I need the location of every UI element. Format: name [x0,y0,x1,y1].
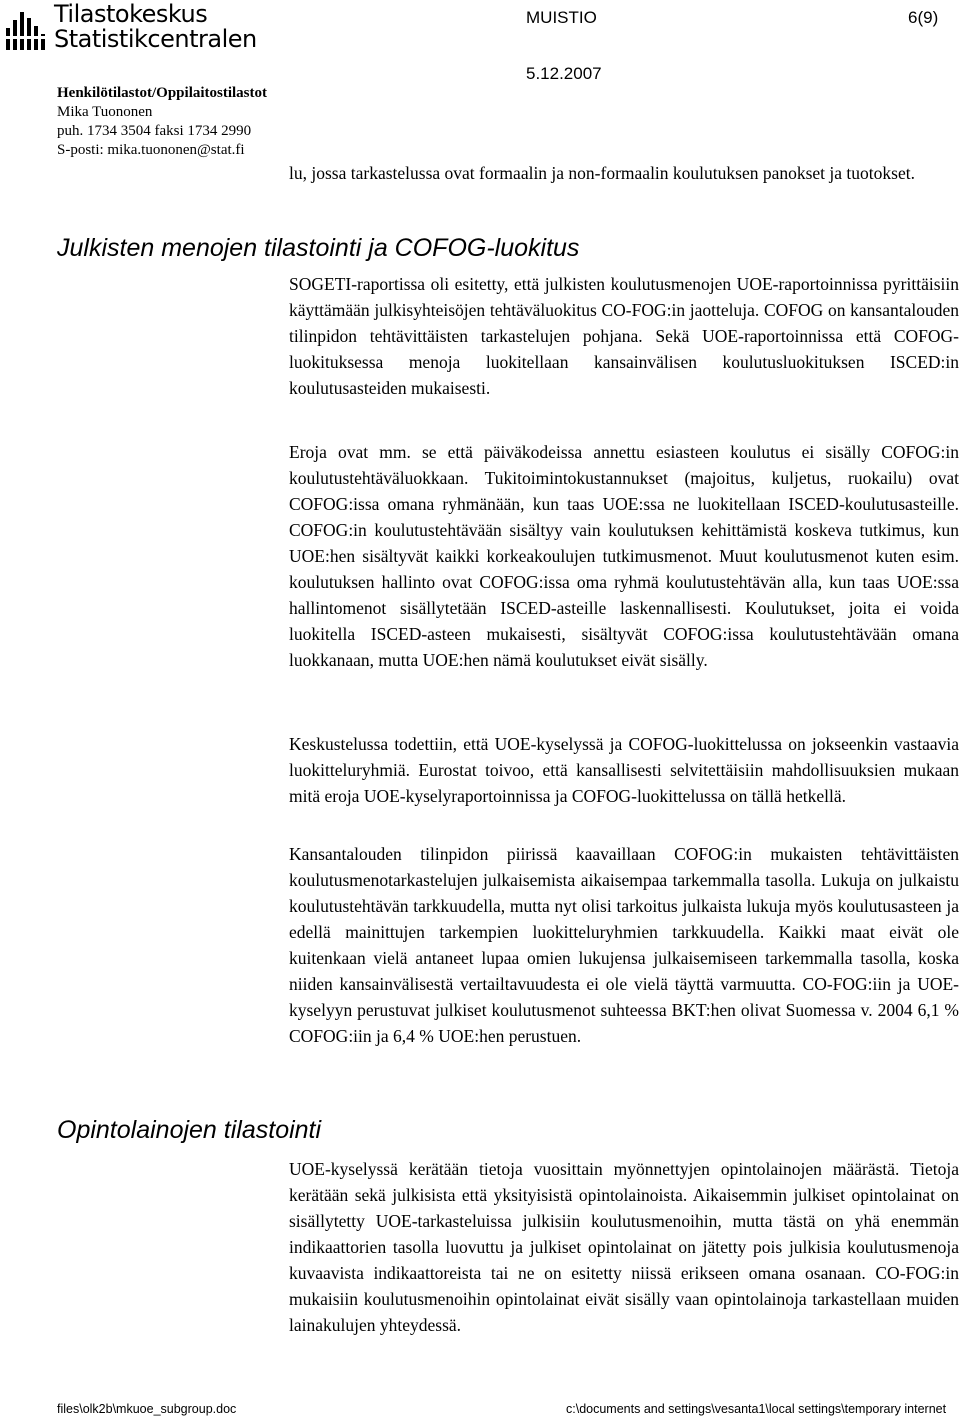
document-date: 5.12.2007 [526,64,602,83]
footer-file-path: files\olk2b\mkuoe_subgroup.doc [57,1402,237,1416]
paragraph-national-accounts: Kansantalouden tilinpidon piirissä kaavaillaan COFOG:in mukaisten tehtävittäisten koulutusmenotarkastelujen julkaisemista aikaisempaa tarkemmalla tasolla. Lukuja on julkaistu koulutustehtävän tarkkuudella, mutta nyt olisi tarkoitus julkaista lukuja myös koulutusasteen ja edellä mainittujen tarkempien luokitteluryhmien tarkkuudella. Kaikki maat eivät ole kuitenkaan vielä antaneet lupaa omien lukujensa julkaisemiseen tarkemmalla tasolla, koska niiden kansainvälisestä vertailtavuudesta ei ole vielä täyttä varmuutta. CO-FOG:iin ja UOE-kyselyyn perustuvat julkiset koulutusmenot suhteessa BKT:hen olivat Suomessa v. 2004 6,1 % COFOG:iin ja 6,4 % UOE:hen perustuen. [289,844,959,1046]
logo-text-finnish: Tilastokeskus [54,0,208,28]
department-name: Henkilötilastot/Oppilaitostilastot [57,85,268,101]
organization-logo [4,0,257,58]
paragraph-discussion: Keskustelussa todettiin, että UOE-kyselyssä ja COFOG-luokittelussa on jokseenkin vastaavia luokitteluryhmiä. Eurostat toivoo, että kansallisesti selvitettäisiin mahdollisuuksien mukaan mitä eroja UOE-kyselyraportoinnissa ja COFOG-luokittelussa on tällä hetkellä. [289,734,959,806]
logo-text-swedish: Statistikcentralen [54,25,257,53]
intro-paragraph: lu, jossa tarkastelussa ovat formaalin ja non-formaalin koulutuksen panokset ja tuotokset. [289,163,915,183]
contact-block [57,84,267,160]
email-address: S-posti: mika.tuononen@stat.fi [57,142,245,158]
document-type: MUISTIO [526,8,597,27]
author-name: Mika Tuononen [57,104,153,120]
paragraph-sogeti: SOGETI-raportissa oli esitetty, että julkisten koulutusmenojen UOE-raportoinnissa pyrittäisiin käyttämään julkisyhteisöjen tehtäväluokitus CO-FOG:in jaotteluja. COFOG on kansantalouden tilinpidon tehtävittäisten tarkastelujen pohjana. Sekä UOE-raportoinnissa että COFOG-luokituksessa menoja luokitellaan kansainvälisen koulutusluokituksen ISCED:in koulutusasteiden mukaisesti. [289,274,959,398]
logo-bars-icon [4,6,50,52]
paragraph-differences: Eroja ovat mm. se että päiväkodeissa annettu esiasteen koulutus ei sisälly COFOG:in koulutustehtäväluokkaan. Tukitoimintokustannukset (majoitus, kuljetus, ruokailu) ovat COFOG:issa omana ryhmänään, kun taas UOE:ssa ne luokitellaan ISCED-koulutusasteille. COFOG:in koulutustehtävään sisältyy vain koulutuksen kehittämistä koskeva tutkimus, kun UOE:hen sisältyvät kaikki korkeakoulujen tutkimusmenot. Muut koulutusmenot kuten esim. koulutuksen hallinto ovat COFOG:issa oma ryhmä koulutustehtävän alla, kun taas UOE:ssa hallintomenot sisällytetään ISCED-asteille laskennallisesti. Koulutukset, joita ei voida luokitella ISCED-asteen mukaisesti, sisältyvät COFOG:issa koulutustehtävään omana luokkanaan, mutta UOE:hen nämä koulutukset eivät sisälly. [289,442,959,670]
page-number: 6(9) [908,8,939,27]
paragraph-student-loans: UOE-kyselyssä kerätään tietoja vuosittain myönnettyjen opintolainojen määrästä. Tietoja kerätään sekä julkisista että yksityisistä opintolainoista. Aikaisemmin julkiset opintolainat on sisällytetty UOE-tarkasteluissa julkisiin koulutusmenoihin, mutta tästä on yhä enemmän indikaattorien tasolla luovuttu ja julkiset opintolainat on jätetty pois julkisia koulutusmenoja kuvaavista indikaattoreista tai ne on esitetty niissä erikseen omana osanaan. CO-FOG:in mukaisiin koulutusmenoihin opintolainat eivät sisälly vaan opintolainoja tarkastellaan muiden lainakulujen yhteydessä. [289,1159,959,1335]
section-heading-cofog: Julkisten menojen tilastointi ja COFOG-luokitus [57,234,580,262]
phone-fax: puh. 1734 3504 faksi 1734 2990 [57,123,252,139]
section-heading-student-loans: Opintolainojen tilastointi [57,1116,322,1144]
footer-temp-path: c:\documents and settings\vesanta1\local settings\temporary internet [566,1402,947,1416]
